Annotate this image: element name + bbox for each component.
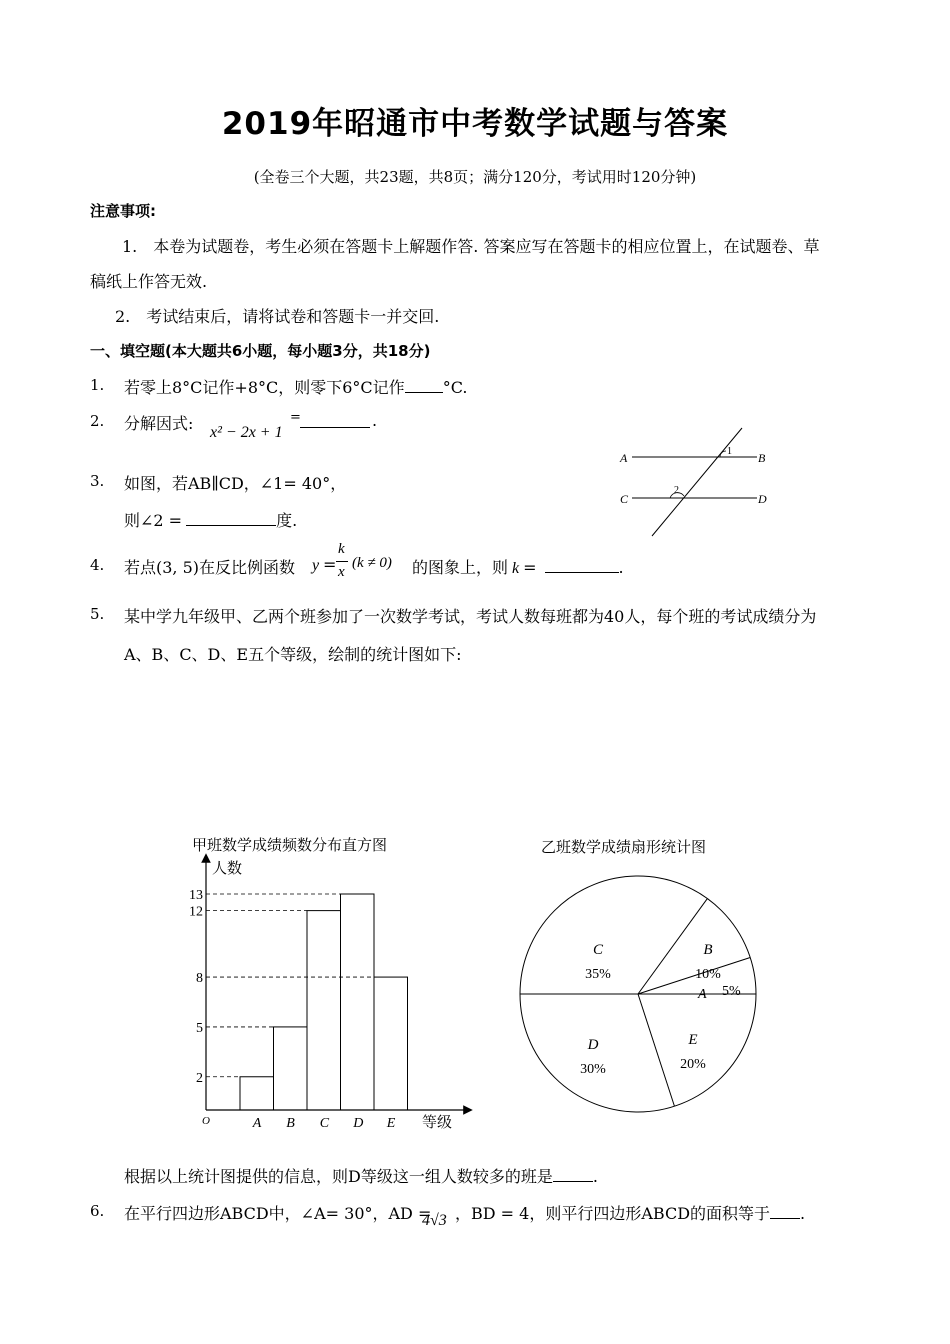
question-number: 2.: [90, 412, 105, 430]
histogram-chart: [170, 830, 490, 1140]
section-heading: 一、填空题(本大题共6小题，每小题3分，共18分): [90, 342, 431, 360]
parallel-lines-figure: [612, 420, 782, 540]
question-5-text: 某中学九年级甲、乙两个班参加了一次数学考试，考试人数每班都为40人，每个班的考试成绩分为: [124, 607, 817, 626]
slice-label-d: D: [587, 1037, 599, 1053]
exam-info: (全卷三个大题，共23题，共8页；满分120分，考试用时120分钟): [253, 168, 697, 186]
slice-label-e: E: [688, 1032, 698, 1048]
question-5-prompt: 根据以上统计图提供的信息，则D等级这一组人数较多的班是 .: [124, 1167, 598, 1186]
slice-boundary: [638, 994, 674, 1106]
answer-blank: [300, 413, 370, 428]
question-number: 6.: [90, 1202, 105, 1220]
y-tick-12: 12: [189, 904, 203, 920]
x-axis-label: 等级: [422, 1113, 453, 1131]
origin-label: O: [202, 1115, 210, 1127]
slice-label-c: C: [592, 942, 604, 958]
angle-1-label: 1: [727, 446, 732, 457]
pie-chart: [510, 860, 770, 1120]
x-tick-a: A: [252, 1116, 262, 1131]
var-y: y: [312, 557, 320, 574]
notice-item-2: 2. 考试结束后，请将试卷和答题卡一并交回.: [115, 307, 440, 326]
question-5-prompt-text: 根据以上统计图提供的信息，则D等级这一组人数较多的班是: [124, 1167, 553, 1186]
equals-sign: =: [290, 410, 301, 425]
question-number: 3.: [90, 472, 105, 490]
question-5-text-2: A、B、C、D、E五个等级，绘制的统计图如下:: [124, 645, 462, 664]
fraction-bar: [336, 561, 348, 562]
question-4-text-2: 的图象上，则 k = .: [412, 558, 624, 577]
bar-b: [274, 1027, 308, 1110]
answer-blank: [770, 1204, 800, 1219]
question-number: 1.: [90, 376, 105, 394]
angle-2-label: 2: [674, 485, 679, 496]
y-tick-5: 5: [196, 1020, 203, 1036]
bar-e: [374, 977, 408, 1110]
answer-blank: [545, 558, 619, 573]
x-tick-e: E: [386, 1116, 396, 1131]
period: .: [800, 1204, 806, 1223]
x-tick-c: C: [319, 1116, 330, 1131]
answer-blank: [186, 511, 276, 526]
slice-pct-d: 30%: [580, 1062, 606, 1077]
answer-blank: [553, 1167, 593, 1182]
slice-pct-b: 10%: [695, 967, 721, 982]
pie-title: 乙班数学成绩扇形统计图: [541, 838, 707, 856]
question-3-text-2: [124, 508, 297, 531]
question-2-text: 分解因式:: [124, 414, 194, 433]
page-title: 2019年昭通市中考数学试题与答案: [221, 106, 729, 142]
y-tick-2: 2: [196, 1070, 203, 1086]
point-a-label: A: [620, 451, 628, 465]
point-b-label: B: [758, 451, 766, 465]
histogram-title: 甲班数学成绩频数分布直方图: [192, 836, 388, 854]
point-d-label: D: [758, 492, 767, 506]
x-tick-b: B: [286, 1116, 295, 1131]
slice-label-b: B: [703, 942, 713, 958]
x-tick-d: D: [353, 1116, 364, 1131]
slice-pct-c: 35%: [585, 967, 611, 982]
factor-expression: x² − 2x + 1: [210, 424, 283, 441]
var-k: k: [512, 560, 520, 577]
slice-pct-a: 5%: [722, 984, 741, 999]
point-c-label: C: [620, 492, 629, 506]
y-axis-label: 人数: [212, 859, 243, 877]
question-4-text-b: 的图象上，则: [412, 558, 509, 577]
y-tick-13: 13: [189, 888, 203, 903]
fraction-denominator: x: [338, 564, 345, 580]
question-3-text: 如图，若AB∥CD，∠1= 40°，: [124, 474, 347, 493]
notice-heading: 注意事项:: [90, 202, 156, 220]
question-1-unit: °C.: [442, 378, 468, 397]
equals-sign: =: [523, 558, 537, 577]
question-3-unit: 度.: [276, 511, 298, 530]
condition: (k ≠ 0): [352, 555, 392, 571]
question-1-text: 若零上8°C记作+8°C，则零下6°C记作: [124, 378, 405, 397]
y-tick-8: 8: [196, 971, 203, 987]
question-6-text: 在平行四边形ABCD中，∠A= 30°，AD =: [124, 1204, 432, 1223]
slice-pct-e: 20%: [680, 1057, 706, 1072]
bar-d: [341, 894, 375, 1110]
bar-c: [307, 911, 341, 1110]
question-6-text-b: ，BD = 4，则平行四边形ABCD的面积等于: [455, 1204, 771, 1223]
notice-item-1-cont: 稿纸上作答无效.: [90, 272, 208, 291]
fraction-numerator: k: [338, 541, 345, 557]
question-4-text: 若点(3, 5)在反比例函数: [124, 558, 296, 577]
bar-a: [240, 1077, 274, 1110]
equals-sign: =: [323, 555, 337, 574]
sqrt-expression: 4√3: [422, 1212, 447, 1229]
question-6-text-2: [455, 1201, 805, 1224]
notice-item-1: 1. 本卷为试题卷，考生必须在答题卡上解题作答. 答案应写在答题卡的相应位置上，在试题卷、草: [122, 237, 820, 256]
question-number: 5.: [90, 605, 105, 623]
question-1: [124, 375, 467, 398]
question-number: 4.: [90, 556, 105, 574]
answer-blank: [405, 378, 443, 393]
question-3-prompt: 则∠2 =: [124, 511, 183, 530]
slice-label-a: A: [698, 987, 707, 1002]
period: .: [372, 411, 378, 430]
